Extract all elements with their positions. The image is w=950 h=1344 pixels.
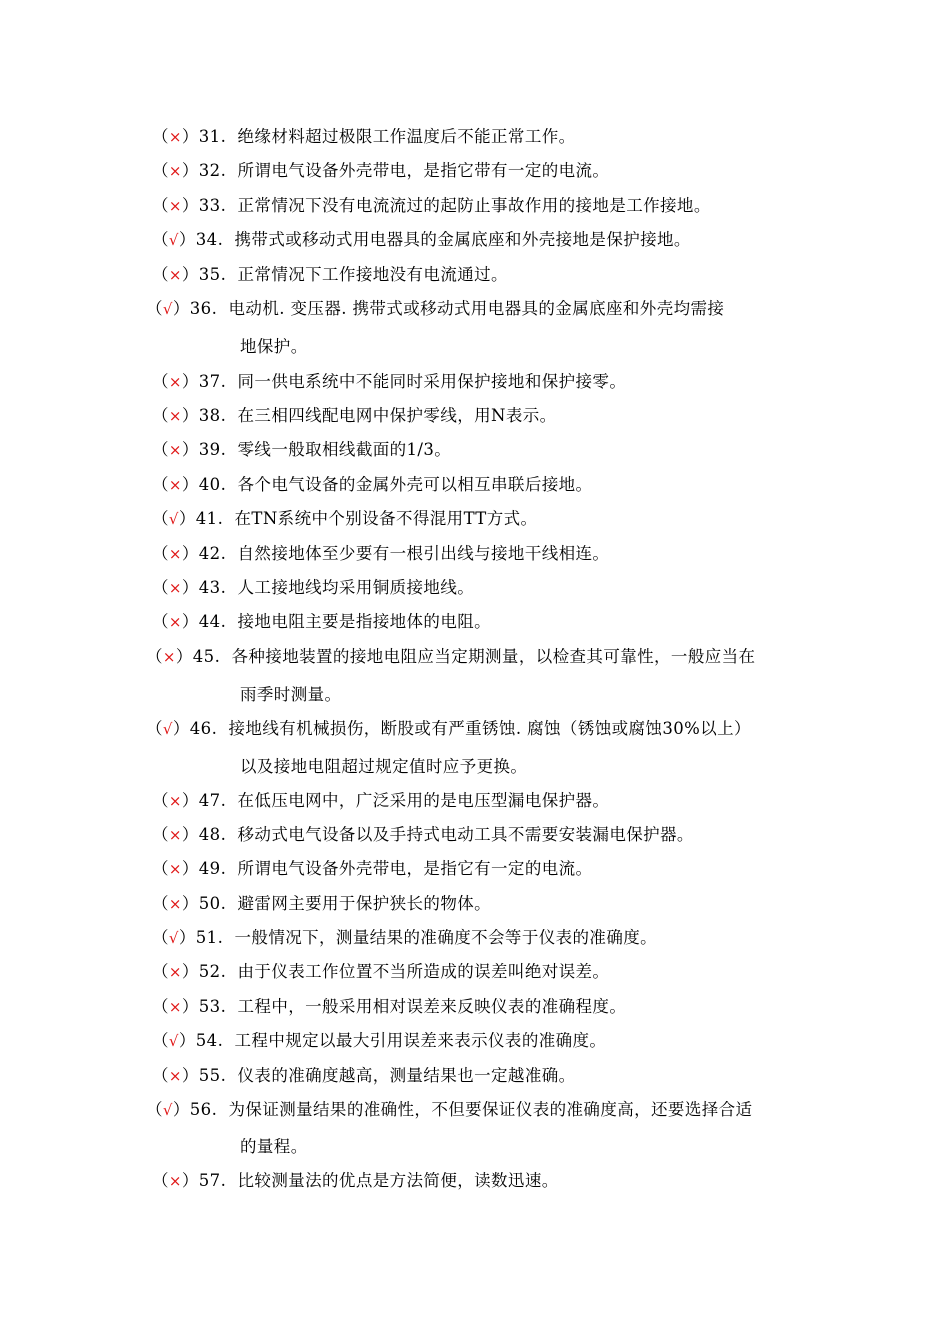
item-text: 由于仪表工作位置不当所造成的误差叫绝对误差。 bbox=[237, 962, 610, 981]
answer-mark: （×） bbox=[152, 997, 199, 1016]
item-number: 40. bbox=[198, 475, 227, 494]
list-item bbox=[152, 264, 508, 286]
list-item bbox=[152, 824, 694, 846]
item-text: 所谓电气设备外壳带电，是指它带有一定的电流。 bbox=[237, 161, 610, 180]
item-number: 46. bbox=[189, 719, 218, 738]
answer-mark: （×） bbox=[146, 647, 193, 666]
item-number: 55. bbox=[198, 1066, 227, 1085]
list-item bbox=[152, 160, 609, 182]
item-text: 各种接地装置的接地电阻应当定期测量，以检查其可靠性，一般应当在 bbox=[231, 647, 756, 666]
list-item bbox=[152, 508, 537, 530]
list-item bbox=[152, 405, 557, 427]
item-number: 56. bbox=[189, 1100, 218, 1119]
item-number: 31. bbox=[198, 127, 227, 146]
item-text: 正常情况下没有电流流过的起防止事故作用的接地是工作接地。 bbox=[237, 196, 711, 215]
answer-mark: （×） bbox=[152, 791, 199, 810]
item-text: 各个电气设备的金属外壳可以相互串联后接地。 bbox=[237, 475, 593, 494]
answer-mark: （×） bbox=[152, 372, 199, 391]
item-text: 避雷网主要用于保护狭长的物体。 bbox=[237, 894, 492, 913]
answer-mark: （×） bbox=[152, 544, 199, 563]
answer-mark: （×） bbox=[152, 1066, 199, 1085]
item-number: 34. bbox=[195, 230, 224, 249]
answer-mark: （√） bbox=[152, 928, 196, 947]
list-item bbox=[152, 1065, 576, 1087]
item-number: 52. bbox=[198, 962, 227, 981]
item-number: 50. bbox=[198, 894, 227, 913]
item-number: 35. bbox=[198, 265, 227, 284]
item-continuation: 地保护。 bbox=[240, 337, 308, 356]
list-item bbox=[152, 996, 626, 1018]
item-text: 一般情况下，测量结果的准确度不会等于仪表的准确度。 bbox=[234, 928, 658, 947]
item-number: 39. bbox=[198, 440, 227, 459]
list-item bbox=[146, 1099, 752, 1121]
item-text: 在三相四线配电网中保护零线，用N表示。 bbox=[237, 406, 557, 425]
item-continuation: 雨季时测量。 bbox=[240, 685, 342, 704]
answer-mark: （×） bbox=[152, 1171, 199, 1190]
item-number: 44. bbox=[198, 612, 227, 631]
answer-mark: （√） bbox=[146, 1100, 190, 1119]
item-text: 正常情况下工作接地没有电流通过。 bbox=[237, 265, 508, 284]
item-text: 在TN系统中个别设备不得混用TT方式。 bbox=[234, 509, 538, 528]
item-number: 38. bbox=[198, 406, 227, 425]
answer-mark: （√） bbox=[146, 299, 190, 318]
item-text: 比较测量法的优点是方法简便，读数迅速。 bbox=[237, 1171, 559, 1190]
list-item bbox=[152, 611, 491, 633]
item-text: 接地线有机械损伤，断股或有严重锈蚀. 腐蚀（锈蚀或腐蚀30%以上） bbox=[228, 719, 751, 738]
answer-mark: （×） bbox=[152, 406, 199, 425]
list-item bbox=[152, 961, 609, 983]
list-item bbox=[152, 790, 609, 812]
item-number: 42. bbox=[198, 544, 227, 563]
item-text: 携带式或移动式用电器具的金属底座和外壳接地是保护接地。 bbox=[234, 230, 691, 249]
list-item bbox=[152, 543, 609, 565]
answer-mark: （×） bbox=[152, 127, 199, 146]
list-item bbox=[152, 229, 691, 251]
list-item bbox=[152, 439, 451, 461]
item-text: 工程中规定以最大引用误差来表示仪表的准确度。 bbox=[234, 1031, 607, 1050]
item-number: 57. bbox=[198, 1171, 227, 1190]
answer-mark: （×） bbox=[152, 265, 199, 284]
list-item bbox=[152, 1030, 606, 1052]
item-number: 43. bbox=[198, 578, 227, 597]
item-number: 51. bbox=[195, 928, 224, 947]
list-item bbox=[152, 195, 711, 217]
list-item bbox=[152, 893, 491, 915]
item-continuation: 的量程。 bbox=[240, 1137, 308, 1156]
item-text: 仪表的准确度越高，测量结果也一定越准确。 bbox=[237, 1066, 576, 1085]
answer-mark: （×） bbox=[152, 962, 199, 981]
item-number: 41. bbox=[195, 509, 224, 528]
item-number: 54. bbox=[195, 1031, 224, 1050]
item-number: 47. bbox=[198, 791, 227, 810]
item-number: 37. bbox=[198, 372, 227, 391]
answer-mark: （√） bbox=[152, 509, 196, 528]
item-text: 自然接地体至少要有一根引出线与接地干线相连。 bbox=[237, 544, 610, 563]
item-continuation: 以及接地电阻超过规定值时应予更换。 bbox=[240, 757, 528, 776]
item-text: 接地电阻主要是指接地体的电阻。 bbox=[237, 612, 492, 631]
item-text: 所谓电气设备外壳带电，是指它有一定的电流。 bbox=[237, 859, 593, 878]
answer-mark: （×） bbox=[152, 859, 199, 878]
item-text: 为保证测量结果的准确性，不但要保证仪表的准确度高，还要选择合适 bbox=[228, 1100, 753, 1119]
answer-mark: （×） bbox=[152, 475, 199, 494]
item-number: 48. bbox=[198, 825, 227, 844]
answer-mark: （×） bbox=[152, 825, 199, 844]
item-text: 工程中，一般采用相对误差来反映仪表的准确程度。 bbox=[237, 997, 627, 1016]
item-number: 49. bbox=[198, 859, 227, 878]
item-text: 移动式电气设备以及手持式电动工具不需要安装漏电保护器。 bbox=[237, 825, 694, 844]
item-number: 53. bbox=[198, 997, 227, 1016]
item-text: 零线一般取相线截面的1/3。 bbox=[237, 440, 452, 459]
answer-mark: （×） bbox=[152, 196, 199, 215]
list-item bbox=[146, 298, 724, 320]
list-item bbox=[152, 927, 657, 949]
item-text: 绝缘材料超过极限工作温度后不能正常工作。 bbox=[237, 127, 576, 146]
answer-mark: （×） bbox=[152, 894, 199, 913]
item-number: 32. bbox=[198, 161, 227, 180]
list-item bbox=[152, 371, 626, 393]
list-item bbox=[146, 718, 751, 740]
item-text: 电动机. 变压器. 携带式或移动式用电器具的金属底座和外壳均需接 bbox=[228, 299, 725, 318]
item-text: 在低压电网中，广泛采用的是电压型漏电保护器。 bbox=[237, 791, 610, 810]
item-number: 33. bbox=[198, 196, 227, 215]
item-text: 人工接地线均采用铜质接地线。 bbox=[237, 578, 475, 597]
item-number: 36. bbox=[189, 299, 218, 318]
answer-mark: （√） bbox=[146, 719, 190, 738]
item-text: 同一供电系统中不能同时采用保护接地和保护接零。 bbox=[237, 372, 627, 391]
answer-mark: （×） bbox=[152, 161, 199, 180]
answer-mark: （√） bbox=[152, 230, 196, 249]
list-item bbox=[146, 646, 755, 668]
list-item bbox=[152, 577, 474, 599]
answer-mark: （×） bbox=[152, 612, 199, 631]
list-item bbox=[152, 126, 576, 148]
list-item bbox=[152, 1170, 559, 1192]
list-item bbox=[152, 858, 592, 880]
item-number: 45. bbox=[192, 647, 221, 666]
answer-mark: （√） bbox=[152, 1031, 196, 1050]
answer-mark: （×） bbox=[152, 440, 199, 459]
answer-mark: （×） bbox=[152, 578, 199, 597]
list-item bbox=[152, 474, 592, 496]
